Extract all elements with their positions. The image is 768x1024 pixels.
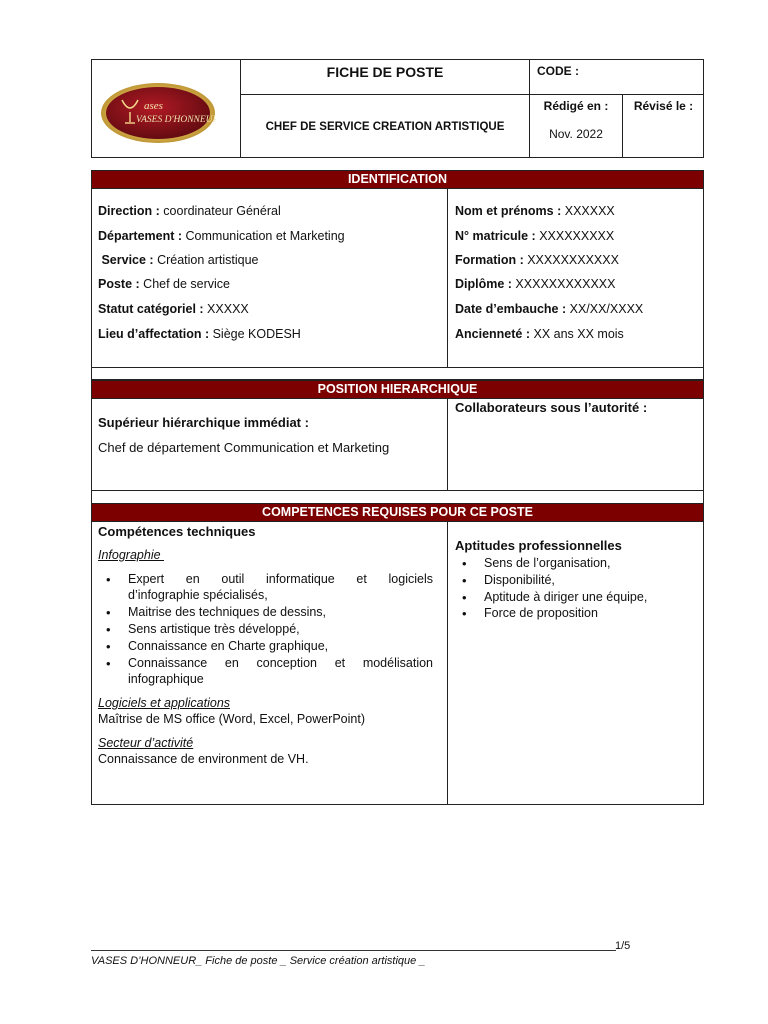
- written-label: Rédigé en :: [543, 99, 609, 113]
- infographie-item-2: • Sens artistique très développé,: [128, 622, 300, 636]
- id-right-4: Date d’embauche : XX/XX/XXXX: [455, 302, 644, 316]
- revised-label: Révisé le :: [633, 99, 694, 113]
- infographie-item-4-cont: infographique: [128, 672, 204, 686]
- collaborators-label: Collaborateurs sous l’autorité :: [455, 400, 648, 415]
- superior-value: Chef de département Communication et Marketing: [98, 440, 390, 455]
- doc-type-title: FICHE DE POSTE: [326, 64, 444, 80]
- skills-bar: COMPETENCES REQUISES POUR CE POSTE: [91, 503, 704, 522]
- id-left-0: Direction : coordinateur Général: [98, 204, 281, 218]
- infographie-heading: Infographie: [98, 548, 165, 562]
- hierarchy-divider-v: [447, 398, 448, 490]
- footer-text: VASES D’HONNEUR_ Fiche de poste _ Service création artistique _: [91, 955, 426, 967]
- id-left-3: Poste : Chef de service: [98, 277, 231, 291]
- skills-divider-v: [447, 521, 448, 805]
- id-left-4: Statut catégoriel : XXXXX: [98, 302, 249, 316]
- identification-divider-v: [447, 188, 448, 367]
- hierarchy-divider-h: [91, 490, 704, 491]
- aptitude-item-0: • Sens de l’organisation,: [484, 556, 610, 570]
- svg-text:ases: ases: [144, 100, 163, 112]
- code-label: CODE :: [537, 64, 579, 78]
- logo-text: VASES D'HONNEUR: [136, 115, 216, 125]
- tech-skills-heading: Compétences techniques: [98, 524, 256, 539]
- infographie-item-3: • Connaissance en Charte graphique,: [128, 639, 328, 653]
- infographie-item-1: • Maitrise des techniques de dessins,: [128, 605, 326, 619]
- infographie-item-4: • Connaissance en conception et modélisation: [128, 656, 433, 670]
- id-right-3: Diplôme : XXXXXXXXXXXX: [455, 277, 616, 291]
- id-right-5: Ancienneté : XX ans XX mois: [455, 327, 624, 341]
- job-title: CHEF DE SERVICE CREATION ARTISTIQUE: [265, 121, 505, 133]
- sector-heading: Secteur d’activité: [98, 736, 194, 750]
- id-right-2: Formation : XXXXXXXXXXX: [455, 253, 619, 267]
- id-right-0: Nom et prénoms : XXXXXX: [455, 204, 615, 218]
- software-text: Maîtrise de MS office (Word, Excel, PowerPoint): [98, 712, 365, 726]
- company-logo: [100, 82, 216, 144]
- software-heading: Logiciels et applications: [98, 696, 231, 710]
- id-left-2: Service : Création artistique: [98, 253, 259, 267]
- aptitude-item-1: • Disponibilité,: [484, 573, 555, 587]
- identification-bar: IDENTIFICATION: [91, 170, 704, 189]
- footer-page-number: 1/5: [615, 940, 631, 952]
- aptitude-item-3: • Force de proposition: [484, 606, 598, 620]
- infographie-item-0: • Expert en outil informatique et logiciels: [128, 572, 433, 586]
- sector-text: Connaissance de environment de VH.: [98, 752, 309, 766]
- id-left-1: Département : Communication et Marketing: [98, 229, 345, 243]
- superior-label: Supérieur hiérarchique immédiat :: [98, 415, 309, 430]
- footer-rule: [91, 950, 616, 951]
- hierarchy-bar: POSITION HIERARCHIQUE: [91, 380, 704, 399]
- header-divider-h: [240, 94, 704, 95]
- identification-divider-h: [91, 367, 704, 368]
- aptitudes-heading: Aptitudes professionnelles: [455, 538, 622, 553]
- written-value: Nov. 2022: [549, 127, 603, 141]
- id-right-1: N° matricule : XXXXXXXXX: [455, 229, 615, 243]
- id-left-5: Lieu d’affectation : Siège KODESH: [98, 327, 301, 341]
- infographie-item-0-cont: d’infographie spécialisés,: [128, 588, 268, 602]
- aptitude-item-2: • Aptitude à diriger une équipe,: [484, 590, 647, 604]
